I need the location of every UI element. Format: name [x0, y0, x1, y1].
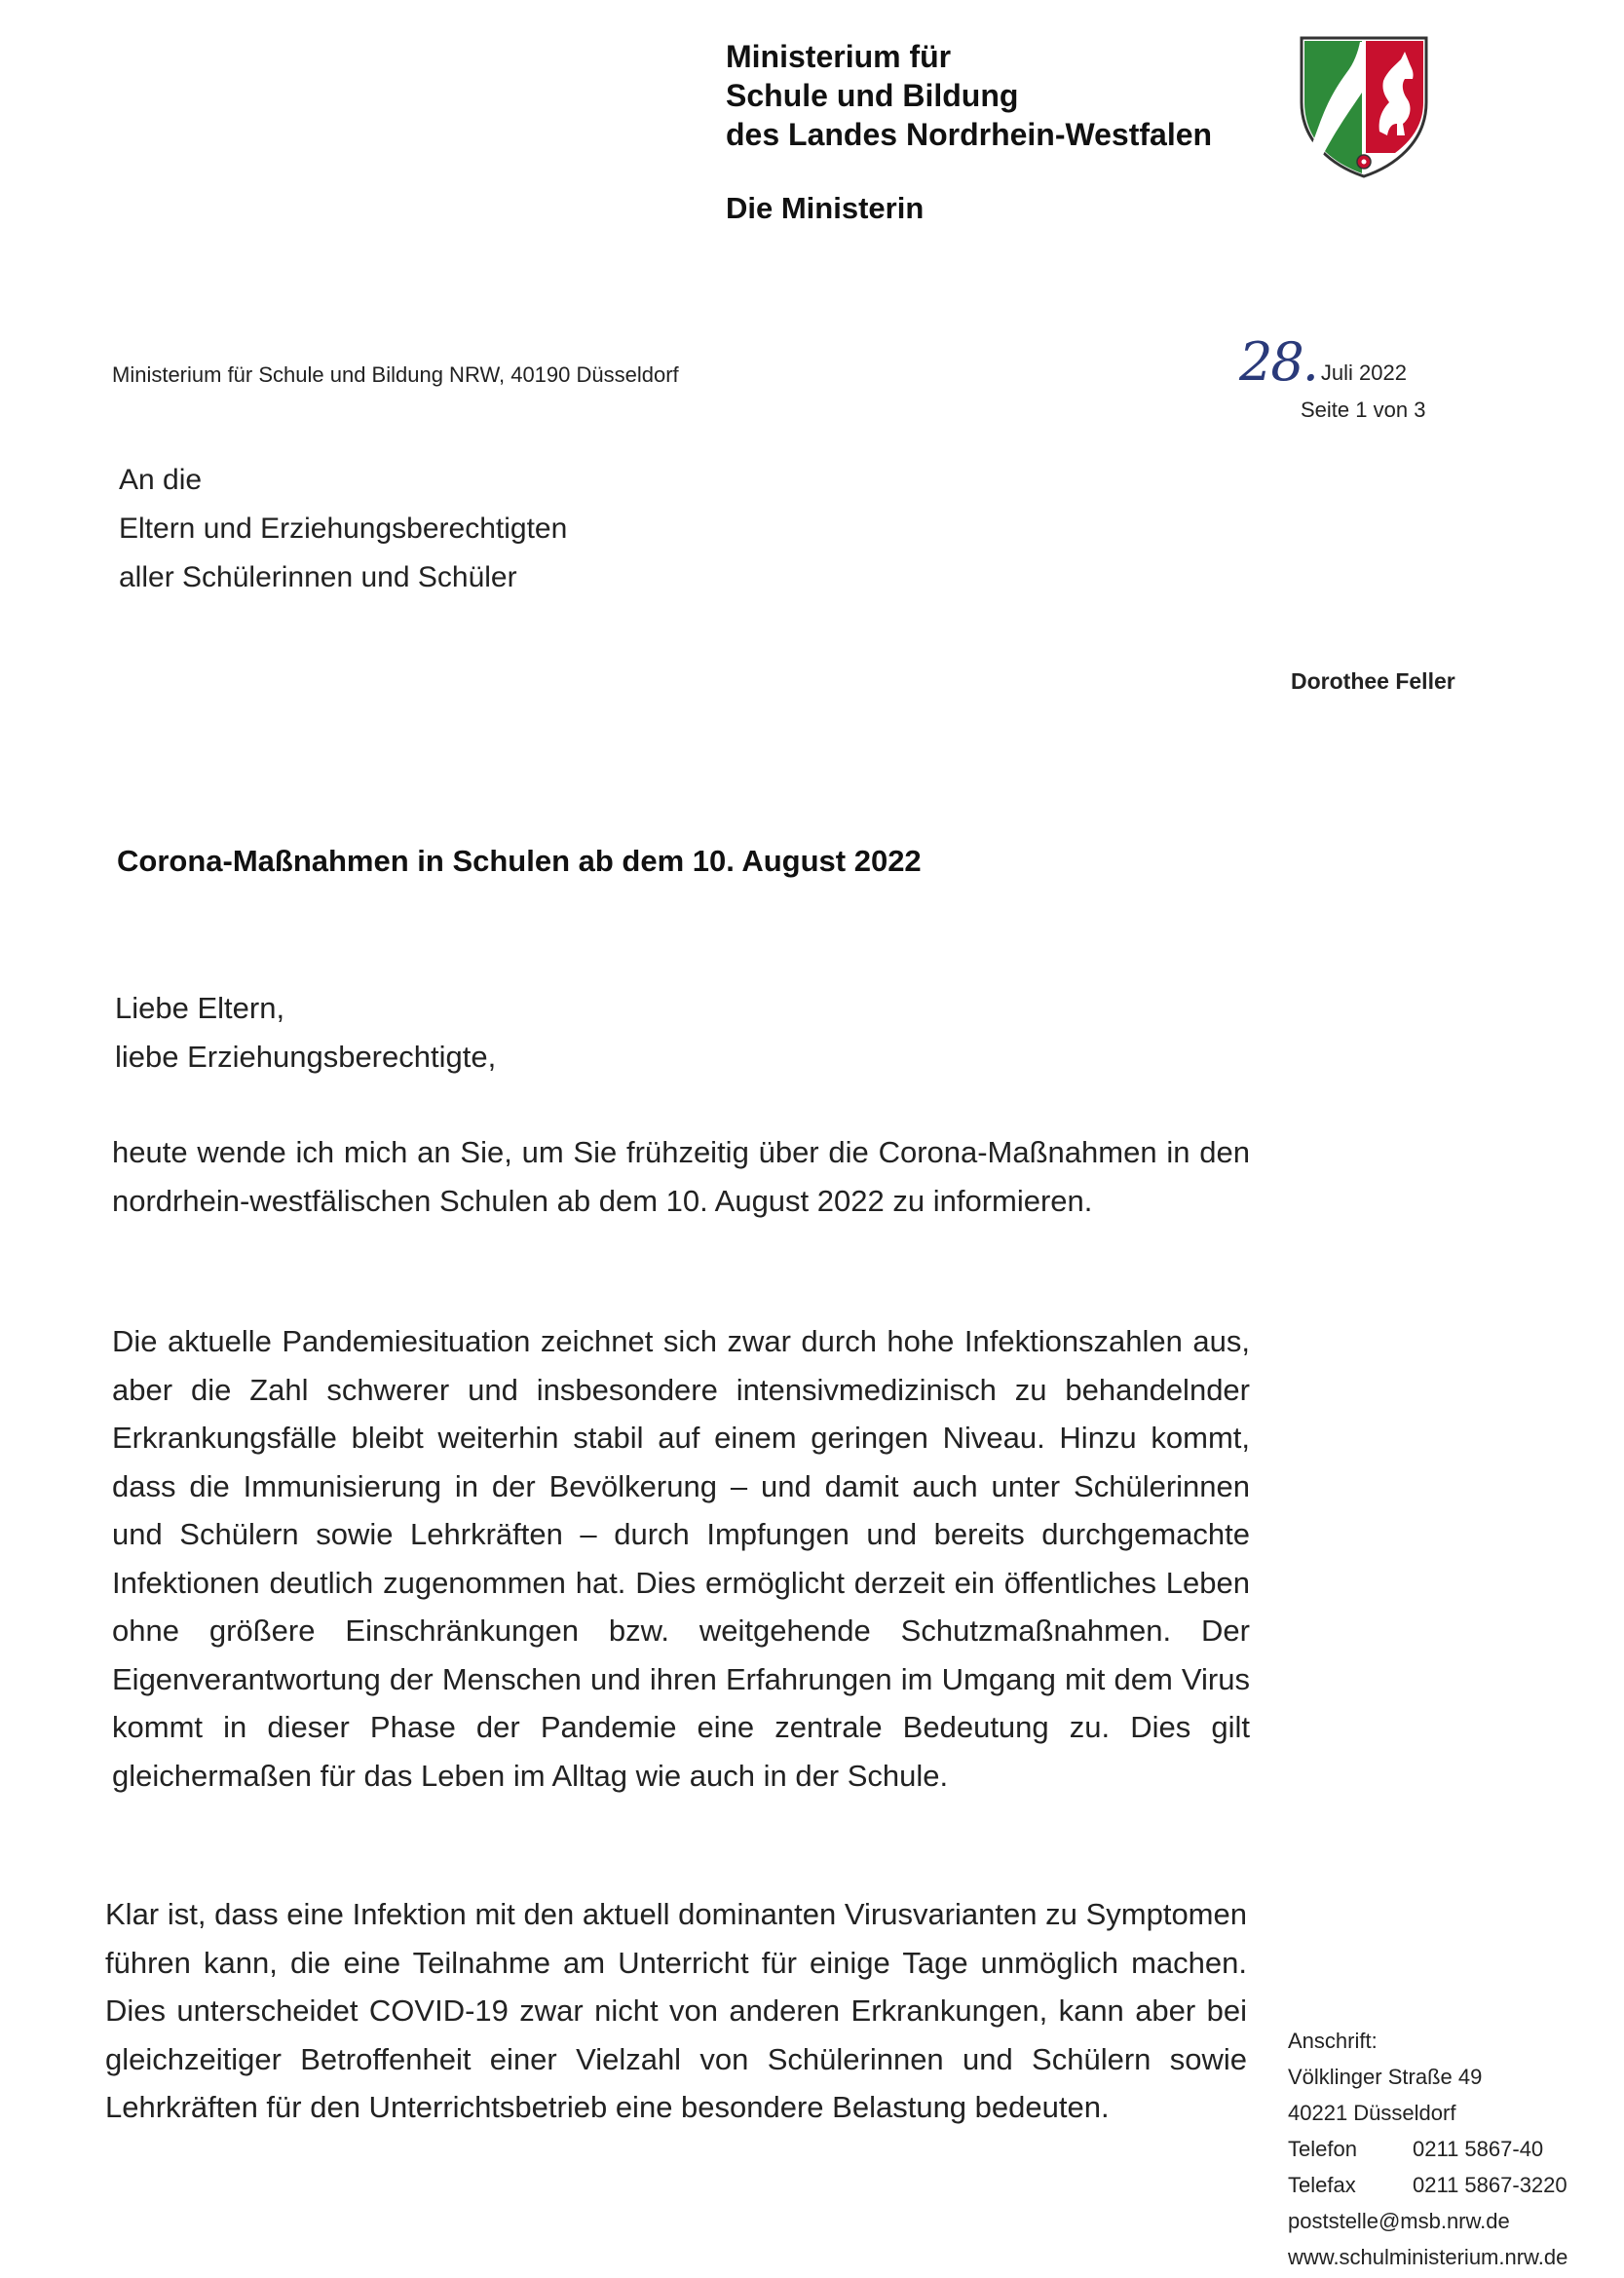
ministry-address	[1288, 2023, 1567, 2275]
address-fax	[1288, 2167, 1567, 2203]
handwritten-day: 28.	[1239, 331, 1317, 393]
page-number: Seite 1 von 3	[1301, 398, 1426, 422]
address-street: Völklinger Straße 49	[1288, 2065, 1483, 2089]
phone-number: 0211 5867-40	[1413, 2137, 1544, 2161]
address-heading: Anschrift:	[1288, 2029, 1378, 2053]
letter-subject: Corona-Maßnahmen in Schulen ab dem 10. August 2022	[117, 844, 922, 878]
ministry-line: Schule und Bildung	[726, 78, 1019, 113]
fax-label: Telefax	[1288, 2173, 1356, 2197]
salutation-line: Liebe Eltern,	[115, 991, 285, 1025]
ministry-line: des Landes Nordrhein-Westfalen	[726, 117, 1213, 152]
phone-label: Telefon	[1288, 2137, 1357, 2161]
recipient-line: Eltern und Erziehungsberechtigten	[119, 513, 568, 545]
salutation	[115, 984, 496, 1082]
recipient-line: An die	[119, 464, 203, 496]
date-month-year: Juli 2022	[1320, 361, 1407, 385]
address-website: www.schulministerium.nrw.de	[1288, 2245, 1568, 2269]
letter-date	[1239, 331, 1407, 393]
address-email: poststelle@msb.nrw.de	[1288, 2209, 1510, 2233]
body-paragraph: Die aktuelle Pandemiesituation zeichnet sich zwar durch hohe Infektionszahlen aus, aber die Zahl schwerer und insbesondere intensivmedizinisch zu behandelnder Erkrankungsfälle bleibt weiterhin stabil auf einem geringen Niveau. Hinzu kommt, dass die Immunisierung in der Bevölkerung – und damit auch unter Schülerinnen und Schülern sowie Lehrkräften – durch Impfungen und bereits durchgemachte Infektionen deutlich zugenommen hat. Dies ermöglicht derzeit ein öffentliches Leben ohne größere Einschränkungen bzw. weitgehende Schutzmaßnahmen. Der Eigenverantwortung der Menschen und ihren Erfahrungen im Umgang mit dem Virus kommt in dieser Phase der Pandemie eine zentrale Bedeutung zu. Dies gilt gleichermaßen für das Leben im Alltag wie auch in der Schule.	[112, 1324, 1250, 1793]
ministry-line: Ministerium für	[726, 39, 952, 74]
fax-number: 0211 5867-3220	[1413, 2173, 1567, 2197]
body-paragraph: Klar ist, dass eine Infektion mit den aktuell dominanten Virusvarianten zu Symptomen führen kann, die eine Teilnahme am Unterricht für einige Tage unmöglich machen. Dies unterscheidet COVID-19 zwar nicht von anderen Erkrankungen, kann aber bei gleichzeitiger Betroffenheit einer Vielzahl von Schülerinnen und Schülern sowie Lehrkräften für den Unterrichtsbetrieb eine besondere Belastung bedeuten.	[105, 1897, 1247, 2124]
office-title: Die Ministerin	[726, 191, 925, 225]
body-paragraph: heute wende ich mich an Sie, um Sie frühzeitig über die Corona-Maßnahmen in den nordrhein-westfälischen Schulen ab dem 10. August 2022 zu informieren.	[112, 1135, 1250, 1218]
address-phone	[1288, 2131, 1567, 2167]
recipient-address	[119, 456, 567, 602]
sender-return-address: Ministerium für Schule und Bildung NRW, 40190 Düsseldorf	[112, 362, 679, 387]
nrw-coat-of-arms-icon	[1296, 34, 1432, 178]
ministry-name	[726, 37, 1212, 154]
salutation-line: liebe Erziehungsberechtigte,	[115, 1040, 497, 1074]
recipient-line: aller Schülerinnen und Schüler	[119, 561, 517, 593]
signer-name: Dorothee Feller	[1291, 668, 1455, 694]
address-city: 40221 Düsseldorf	[1288, 2101, 1456, 2125]
